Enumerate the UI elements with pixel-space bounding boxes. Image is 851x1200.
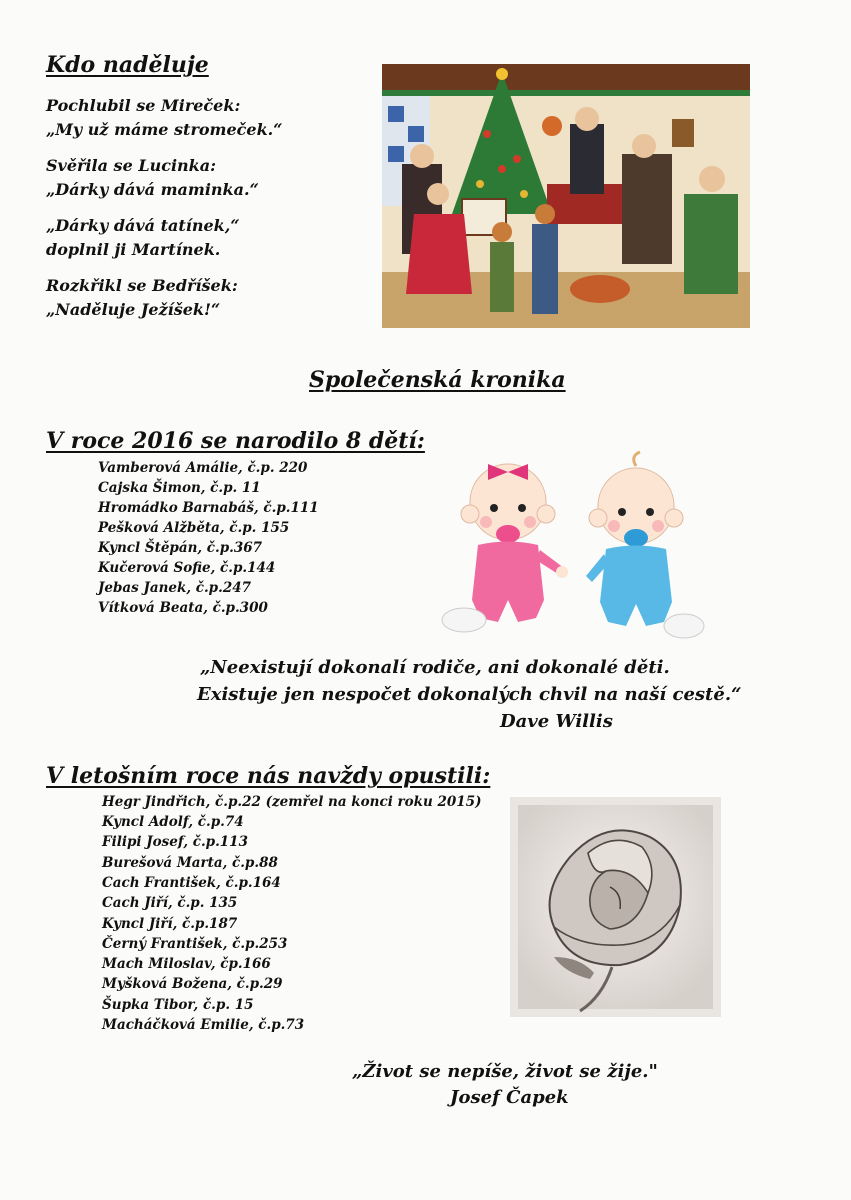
poem-line: doplnil ji Martínek.: [46, 240, 221, 259]
birth-entry: Jebas Janek, č.p.247: [98, 580, 251, 596]
birth-entry: Cajska Šimon, č.p. 11: [98, 480, 261, 496]
death-entry: Myšková Božena, č.p.29: [102, 976, 283, 992]
poem-line: Rozkřikl se Bedříšek:: [46, 276, 238, 295]
birth-entry: Vítková Beata, č.p.300: [98, 600, 268, 616]
chronicle-title: Společenská kronika: [309, 367, 566, 393]
deaths-heading: V letošním roce nás navždy opustili:: [46, 763, 491, 789]
birth-entry: Pešková Alžběta, č.p. 155: [98, 520, 290, 536]
births-heading: V roce 2016 se narodilo 8 dětí:: [46, 428, 425, 454]
quote-author: Josef Čapek: [450, 1087, 569, 1108]
death-entry: Kyncl Jiří, č.p.187: [102, 916, 238, 932]
death-entry: Kyncl Adolf, č.p.74: [102, 814, 244, 830]
poem-line: „Naděluje Ježíšek!“: [46, 300, 221, 319]
poem-line: „My už máme stromeček.“: [46, 120, 283, 139]
quote-author: Dave Willis: [500, 711, 613, 732]
death-entry: Černý František, č.p.253: [102, 936, 288, 952]
birth-entry: Hromádko Barnabáš, č.p.111: [98, 500, 319, 516]
birth-entry: Vamberová Amálie, č.p. 220: [98, 460, 308, 476]
poem-line: Pochlubil se Mireček:: [46, 96, 241, 115]
quote-line: „Život se nepíše, život se žije.": [352, 1061, 658, 1082]
birth-entry: Kučerová Sofie, č.p.144: [98, 560, 276, 576]
quote-line: „Neexistují dokonalí rodiče, ani dokonalé děti.: [200, 657, 670, 678]
death-entry: Filipi Josef, č.p.113: [102, 834, 248, 850]
death-entry: Burešová Marta, č.p.88: [102, 855, 278, 871]
death-entry: Mach Miloslav, čp.166: [102, 956, 271, 972]
death-entry: Hegr Jindřich, č.p.22 (zemřel na konci roku 2015): [102, 794, 482, 810]
birth-entry: Kyncl Štěpán, č.p.367: [98, 540, 263, 556]
poem-line: „Dárky dává maminka.“: [46, 180, 259, 199]
death-entry: Macháčková Emilie, č.p.73: [102, 1017, 305, 1033]
rose-image: [510, 797, 721, 1017]
babies-image: [436, 450, 708, 645]
quote-line: Existuje jen nespočet dokonalých chvil na naší cestě.“: [197, 684, 742, 705]
death-entry: Cach František, č.p.164: [102, 875, 281, 891]
death-entry: Cach Jiří, č.p. 135: [102, 895, 238, 911]
poem-line: „Dárky dává tatínek,“: [46, 216, 240, 235]
poem-line: Svěřila se Lucinka:: [46, 156, 217, 175]
death-entry: Šupka Tibor, č.p. 15: [102, 997, 254, 1013]
christmas-painting-image: [382, 64, 750, 328]
poem-title: Kdo naděluje: [46, 52, 209, 78]
